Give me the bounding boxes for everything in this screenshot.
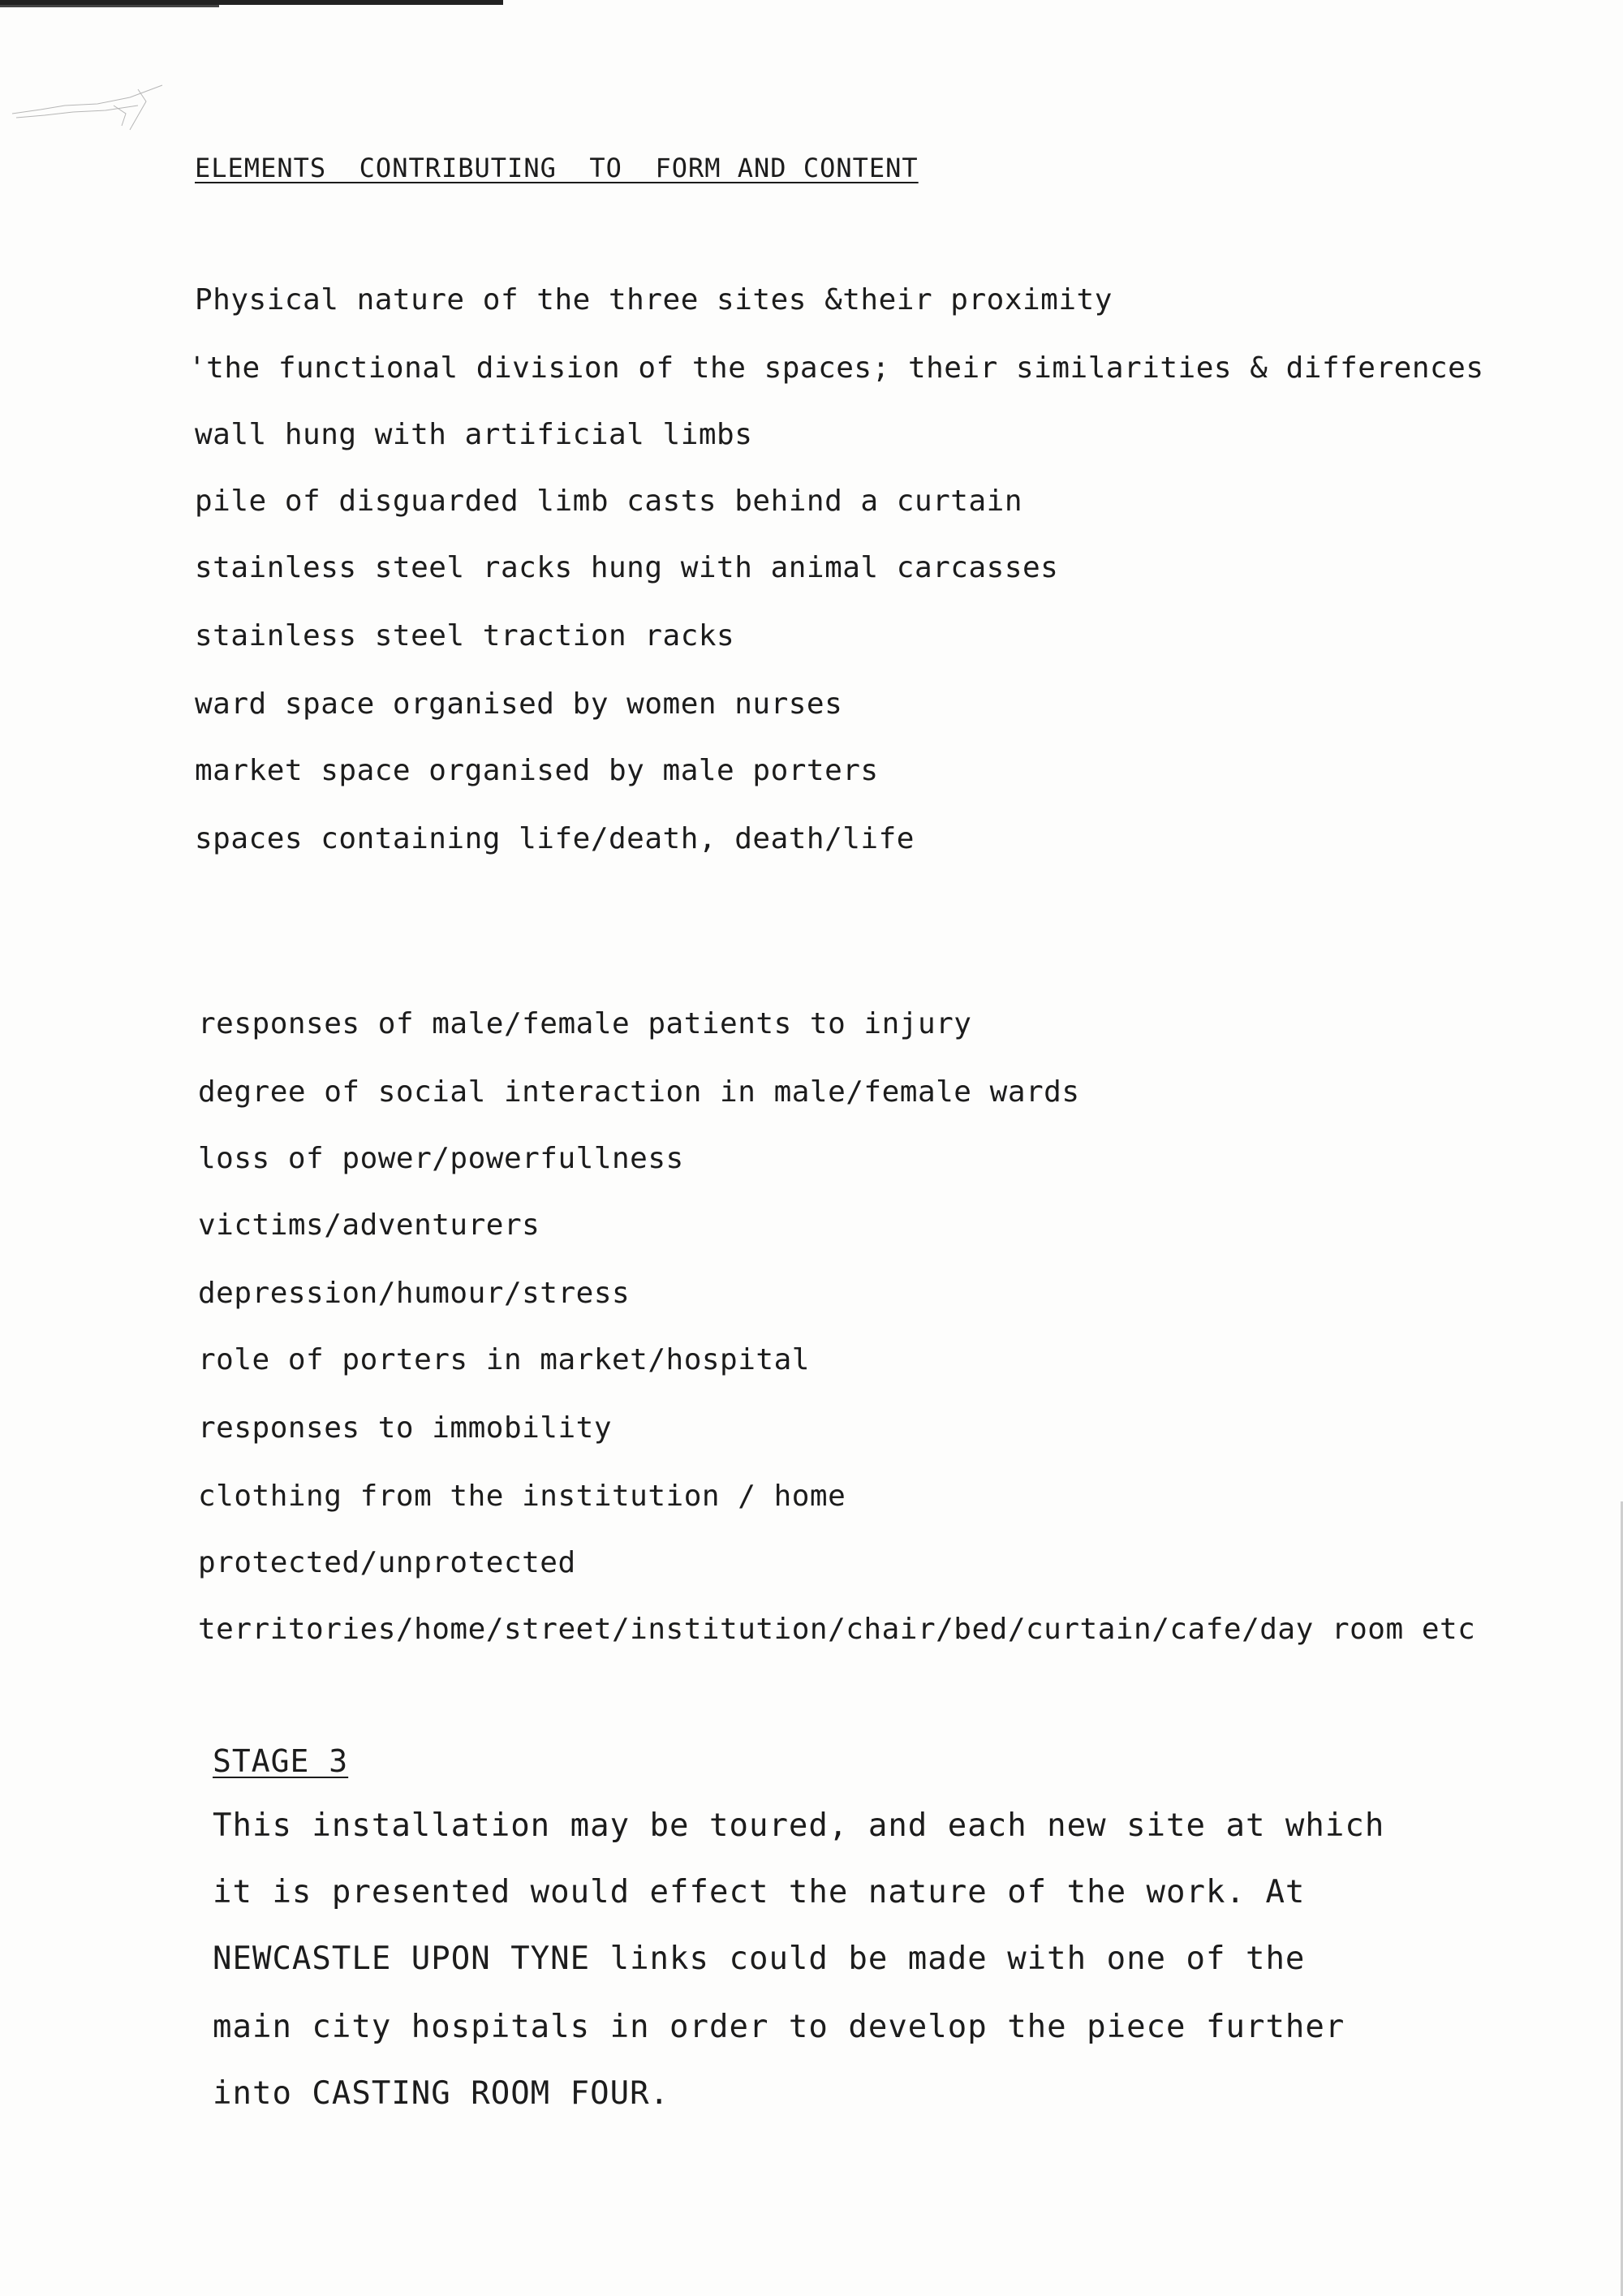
list-item: 'the functional division of the spaces; their similarities & differences xyxy=(188,351,1484,385)
list-item: ward space organised by women nurses xyxy=(195,687,843,721)
list-item: pile of disguarded limb casts behind a curtain xyxy=(195,485,1022,518)
paragraph-line: it is presented would effect the nature of the work. At xyxy=(213,1874,1306,1910)
list-item: protected/unprotected xyxy=(198,1546,576,1579)
document-heading: ELEMENTS CONTRIBUTING TO FORM AND CONTENT xyxy=(195,153,919,183)
list-item: stainless steel traction racks xyxy=(195,619,735,653)
list-item: loss of power/powerfullness xyxy=(198,1142,684,1175)
list-item: responses of male/female patients to injury xyxy=(198,1007,972,1040)
list-item: Physical nature of the three sites &their proximity xyxy=(195,283,1113,317)
list-item: territories/home/street/institution/chair/bed/curtain/cafe/day room etc xyxy=(198,1613,1476,1646)
list-item: victims/adventurers xyxy=(198,1208,540,1242)
scan-edge-mark-lower xyxy=(0,5,219,7)
scan-smudge xyxy=(8,81,170,146)
list-item: responses to immobility xyxy=(198,1411,612,1445)
list-item: role of porters in market/hospital xyxy=(198,1343,810,1376)
paragraph-line: into CASTING ROOM FOUR. xyxy=(213,2075,670,2112)
paragraph-line: NEWCASTLE UPON TYNE links could be made with one of the xyxy=(213,1941,1306,1977)
list-item: depression/humour/stress xyxy=(198,1277,631,1310)
list-item: wall hung with artificial limbs xyxy=(195,418,753,451)
paragraph-line: main city hospitals in order to develop the piece further xyxy=(213,2009,1345,2045)
stage-heading: STAGE 3 xyxy=(213,1743,349,1779)
list-item: stainless steel racks hung with animal carcasses xyxy=(195,551,1059,584)
list-item: clothing from the institution / home xyxy=(198,1480,846,1513)
paragraph-line: This installation may be toured, and each new site at which xyxy=(213,1807,1385,1844)
list-item: degree of social interaction in male/female wards xyxy=(198,1075,1080,1109)
list-item: spaces containing life/death, death/life xyxy=(195,822,915,855)
list-item: market space organised by male porters xyxy=(195,754,879,787)
